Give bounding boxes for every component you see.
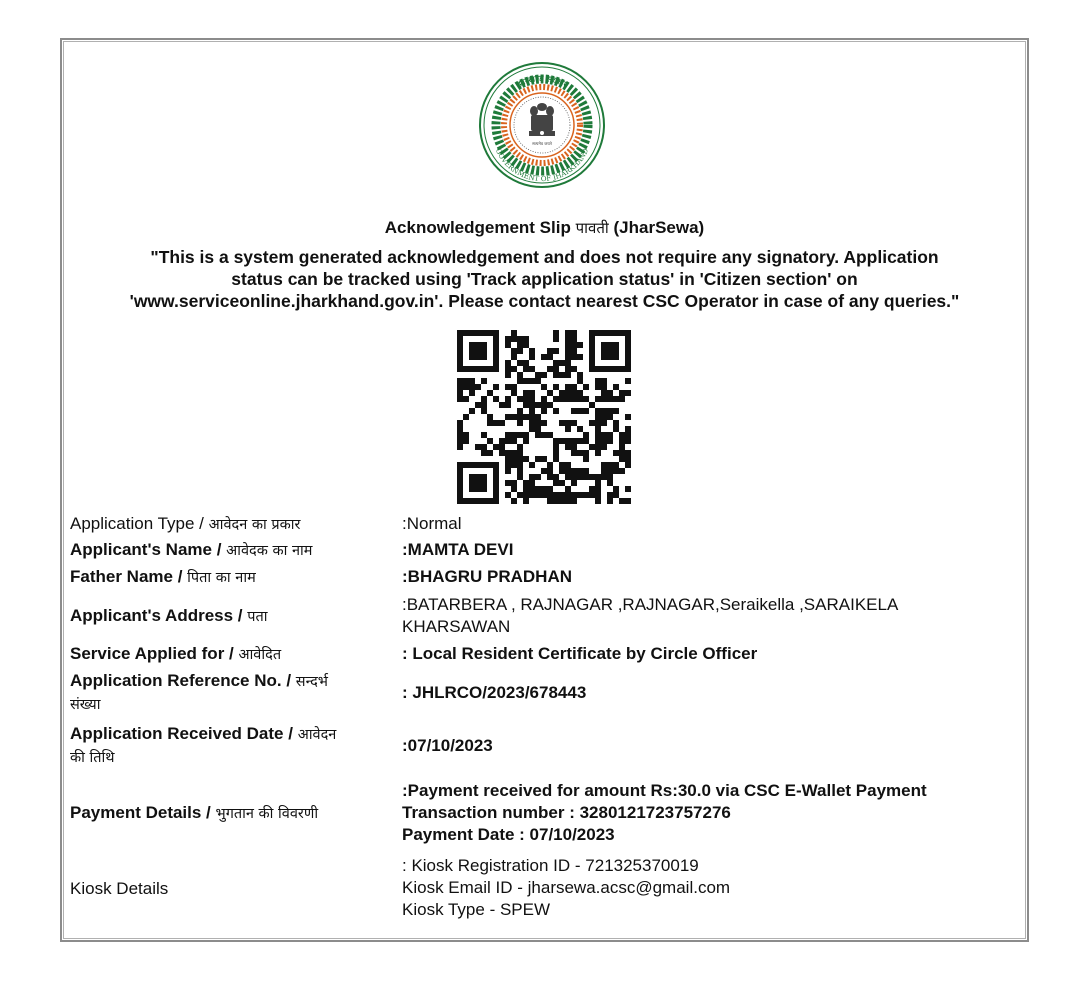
title-hi: पावती (575, 219, 609, 237)
value-received-date: :07/10/2023 (402, 736, 493, 755)
label-applicant-address: Applicant's Address / पता (70, 605, 268, 625)
label-application-type: Application Type / आवेदन का प्रकार (70, 513, 301, 533)
notice-line-1: "This is a system generated acknowledgement and does not require any signatory. Application (150, 247, 939, 267)
value-application-type: :Normal (402, 514, 462, 533)
value-reference-number: : JHLRCO/2023/678443 (402, 683, 587, 702)
row-reference-number (70, 666, 1025, 720)
notice-line-3: 'www.serviceonline.jharkhand.gov.in'. Please contact nearest CSC Operator in case of any queries." (129, 291, 960, 311)
row-applicant-name (70, 536, 1025, 564)
row-received-date (70, 720, 1025, 772)
row-kiosk-details (70, 850, 1025, 926)
emblem-top-text: झारखण्ड सरकार (515, 73, 569, 90)
value-kiosk-details (402, 855, 1025, 921)
value-service-applied: : Local Resident Certificate by Circle Officer (402, 644, 758, 663)
label-applicant-name: Applicant's Name / आवेदक का नाम (70, 539, 313, 559)
title-suffix: (JharSewa) (613, 218, 705, 237)
emblem-motto: सत्यमेव जयते (532, 141, 552, 146)
title-en: Acknowledgement Slip (384, 218, 571, 237)
value-applicant-address: :BATARBERA , RAJNAGAR ,RAJNAGAR,Seraikella ,SARAIKELA KHARSAWAN (402, 595, 899, 636)
label-payment-details: Payment Details / भुगतान की विवरणी (70, 802, 319, 822)
acknowledgement-title (63, 218, 1026, 238)
notice-line-2: status can be tracked using 'Track application status' in 'Citizen section' on (231, 269, 858, 289)
value-applicant-name: :MAMTA DEVI (402, 540, 514, 559)
kiosk-type: Kiosk Type - SPEW (402, 900, 551, 919)
label-father-name: Father Name / पिता का नाम (70, 566, 256, 586)
row-applicant-address (70, 590, 1025, 642)
application-details (70, 512, 1025, 926)
label-service-applied: Service Applied for / आवेदित (70, 643, 282, 663)
row-payment-details (70, 776, 1025, 850)
label-reference-number: Application Reference No. / सन्दर्भ संख्या (70, 671, 328, 713)
label-received-date: Application Received Date / आवेदन की तिथि (70, 724, 337, 766)
value-father-name: :BHAGRU PRADHAN (402, 567, 572, 586)
kiosk-registration-id: : Kiosk Registration ID - 721325370019 (402, 856, 699, 875)
label-kiosk-details: Kiosk Details (70, 878, 169, 898)
value-payment-details: :Payment received for amount Rs:30.0 via CSC E-Wallet Payment Transaction number : 3280121723757276 Payment Date : 07/10/2023 (402, 781, 927, 844)
jharkhand-emblem-seal (478, 55, 606, 195)
row-application-type (70, 512, 1025, 536)
row-father-name (70, 564, 1025, 590)
row-service-applied (70, 642, 1025, 666)
system-notice (66, 246, 1023, 312)
kiosk-email-id: Kiosk Email ID - jharsewa.acsc@gmail.com (402, 878, 731, 897)
emblem-bottom-text: GOVERNMENT OF JHARKHAND (493, 147, 591, 184)
qr-code (457, 330, 631, 504)
